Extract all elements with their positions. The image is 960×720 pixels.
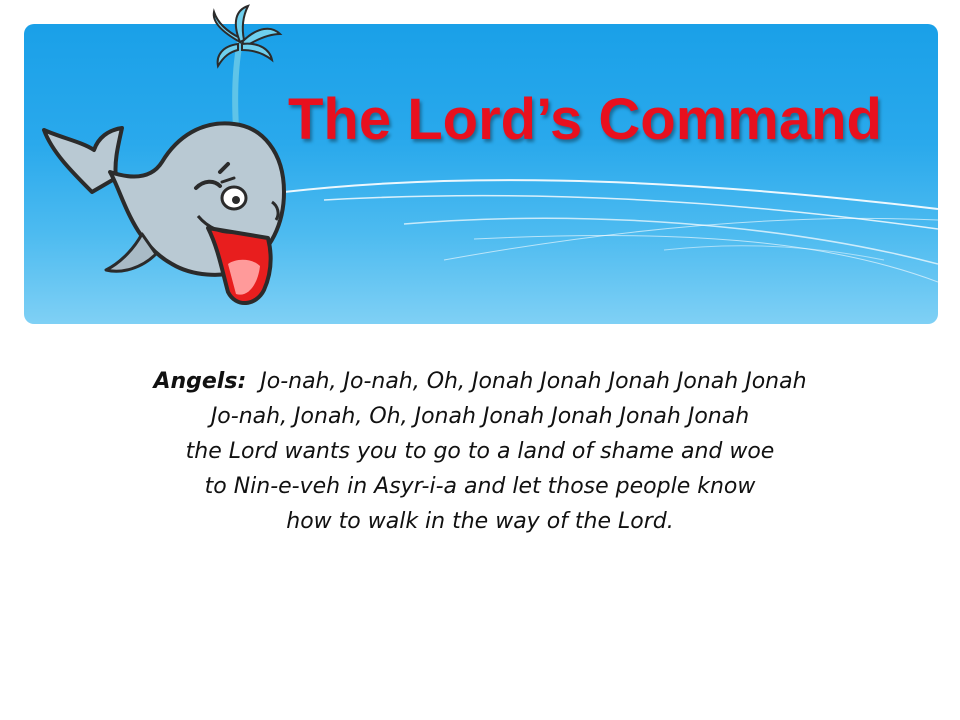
lyric-line-1 (40, 364, 920, 399)
lyric-text: Jo-nah, Jo-nah, Oh, Jonah Jonah Jonah Jonah Jonah (260, 369, 807, 394)
slide-title: The Lord’s Command (288, 87, 882, 152)
lyric-line-2: Jo-nah, Jonah, Oh, Jonah Jonah Jonah Jonah Jonah (210, 404, 750, 429)
whale-illustration (22, 2, 292, 317)
lyrics-block (40, 364, 920, 539)
lyric-line-3: the Lord wants you to go to a land of shame and woe (185, 439, 775, 464)
spout-icon (214, 6, 280, 128)
speaker-label: Angels: (153, 369, 247, 394)
lyric-line-4: to Nin-e-veh in Asyr-i-a and let those people know (204, 474, 756, 499)
lyric-line-5: how to walk in the way of the Lord. (286, 509, 674, 534)
